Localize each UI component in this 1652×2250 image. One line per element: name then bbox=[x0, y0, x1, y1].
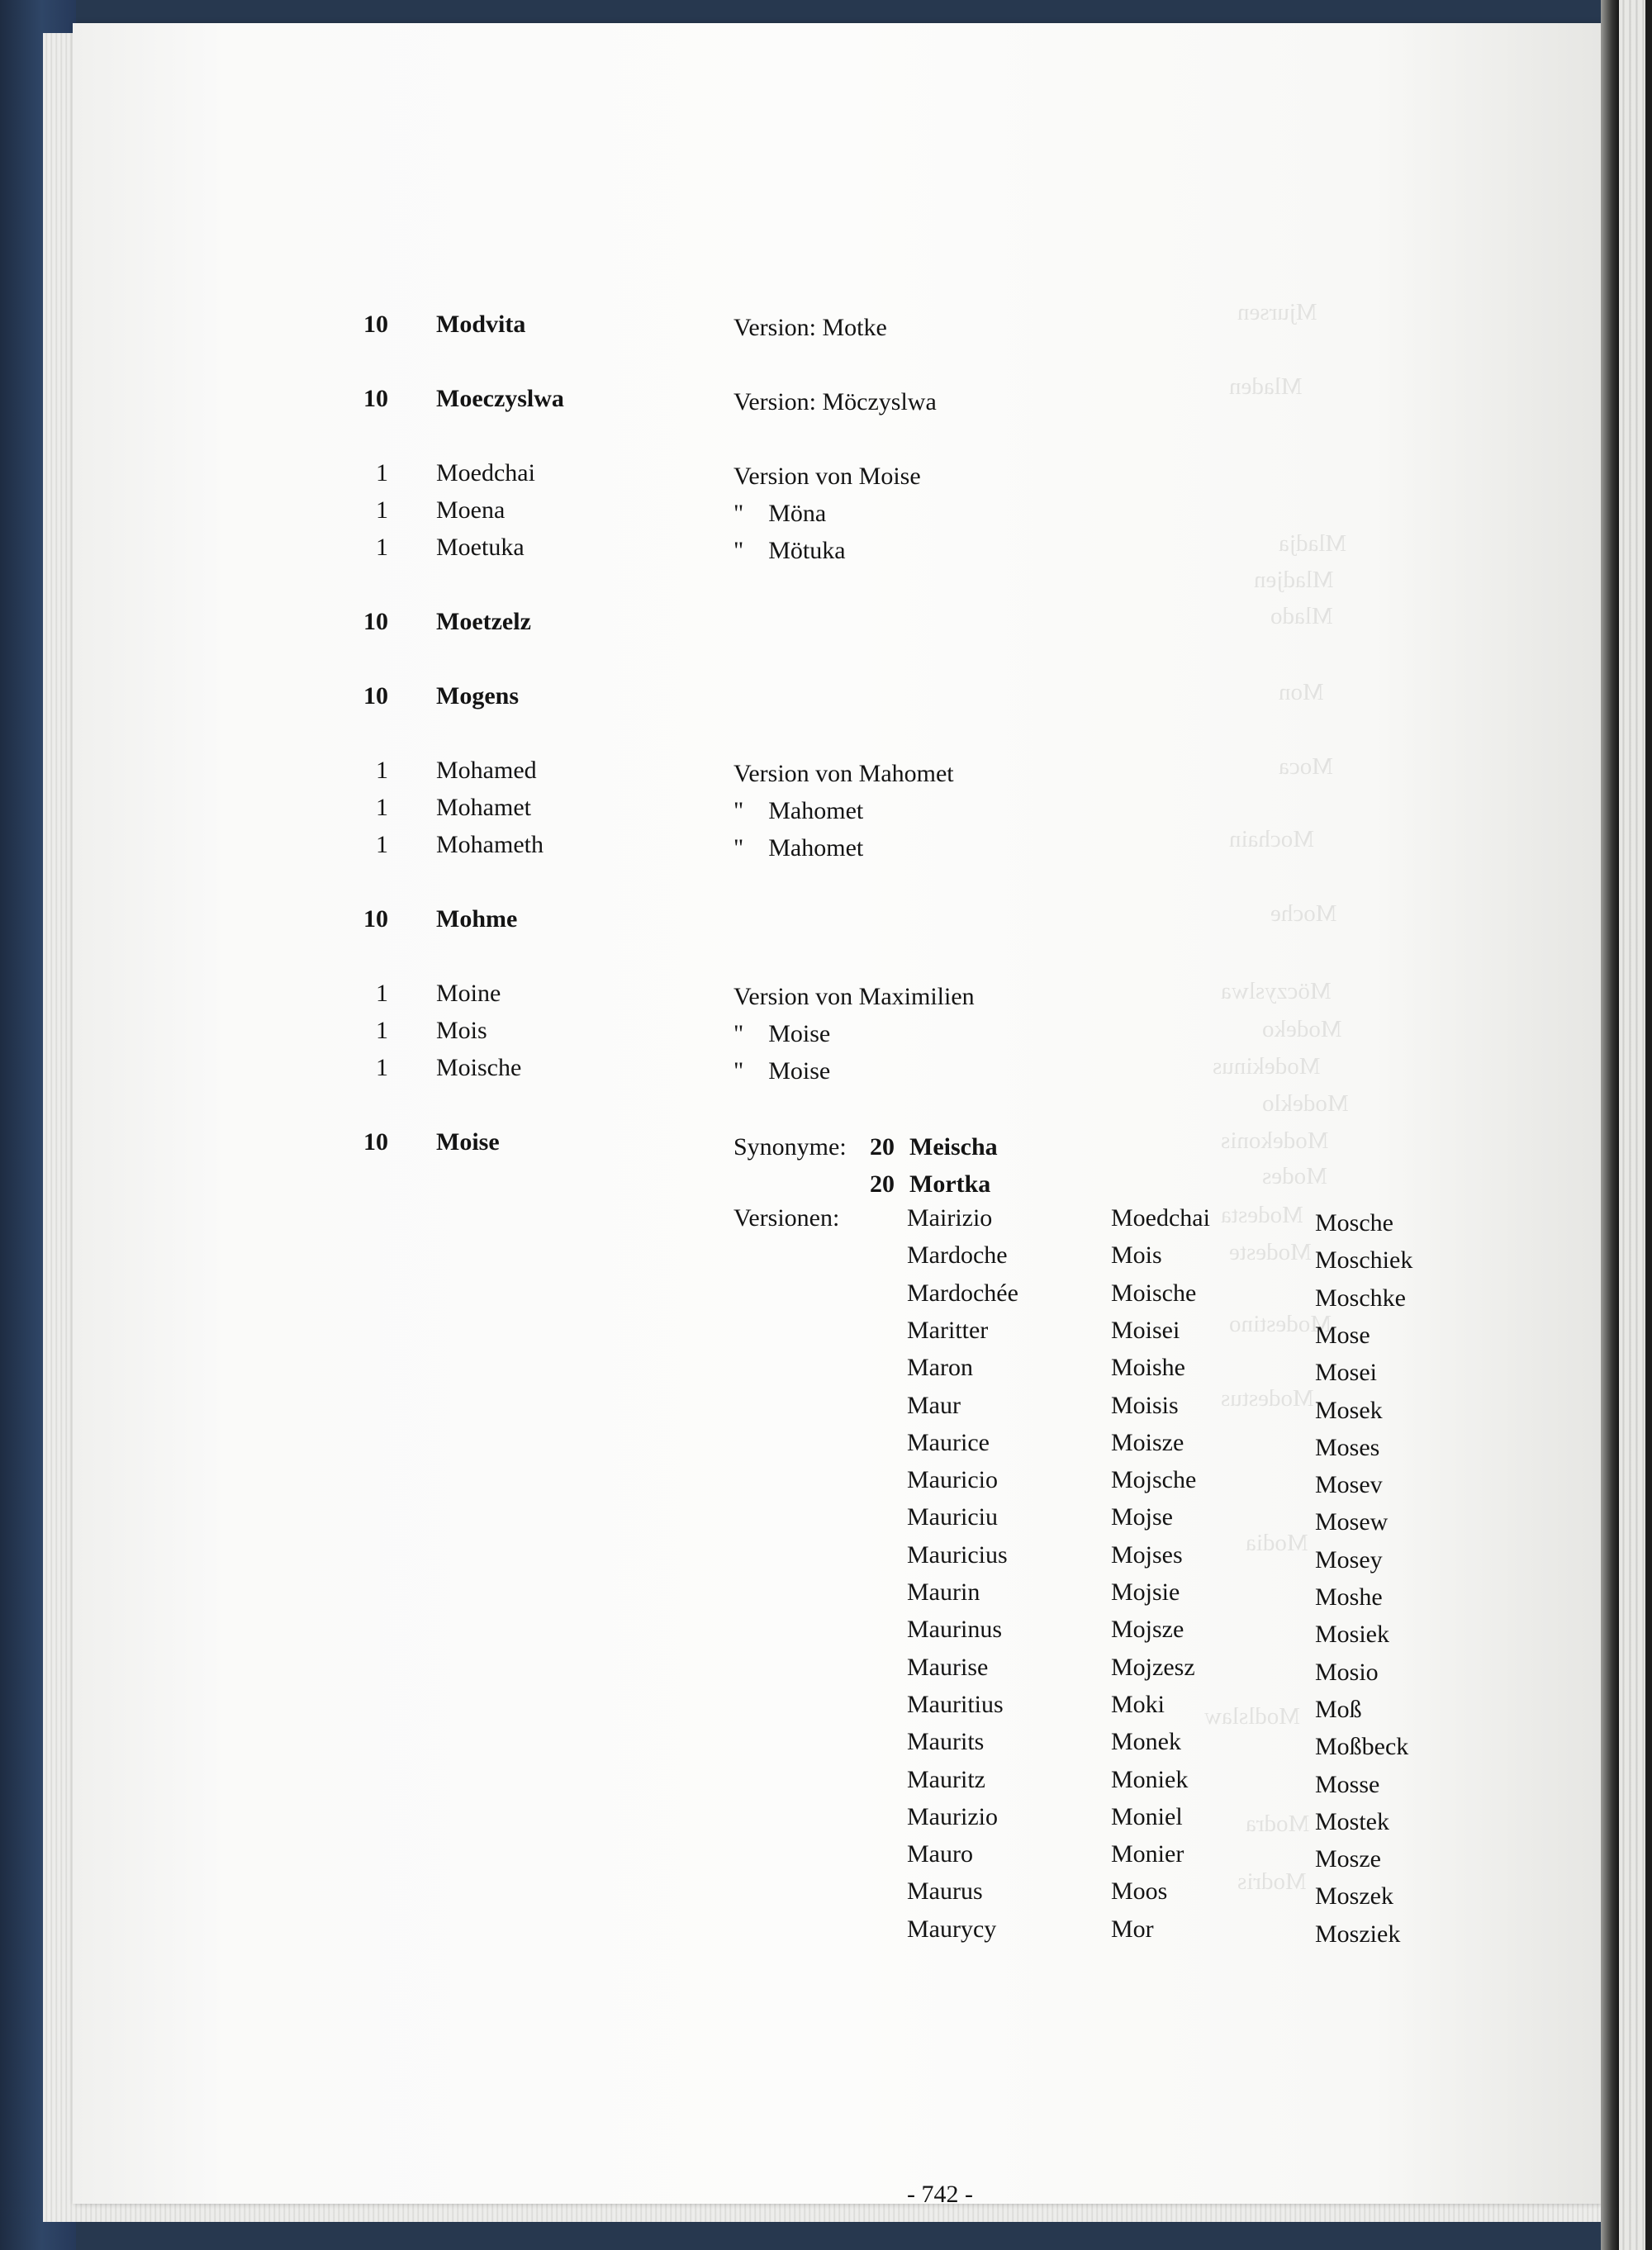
version-name: Mosev bbox=[1315, 1471, 1383, 1499]
synonym-name: Mortka bbox=[909, 1170, 991, 1198]
version-name: Mosiek bbox=[1315, 1621, 1389, 1649]
bleed-through-text: Mon bbox=[1279, 679, 1324, 705]
book-cover-right-edge bbox=[1645, 0, 1652, 2250]
entry-note: " Mahomet bbox=[733, 834, 864, 862]
entry-note: " Mötuka bbox=[733, 537, 846, 564]
synonym-name: Meischa bbox=[909, 1133, 998, 1161]
version-name: Mairizio bbox=[907, 1204, 993, 1232]
entry-name: Mogens bbox=[436, 682, 519, 710]
version-name: Mosek bbox=[1315, 1396, 1383, 1424]
version-name: Mojses bbox=[1111, 1540, 1183, 1569]
version-name: Maurits bbox=[907, 1728, 985, 1756]
version-name: Mauricio bbox=[907, 1466, 998, 1494]
page-number: - 742 - bbox=[907, 2181, 973, 2208]
version-name: Mardoche bbox=[907, 1241, 1008, 1270]
entry-code: 10 bbox=[363, 905, 388, 933]
version-name: Moß bbox=[1315, 1695, 1362, 1723]
version-name: Moishe bbox=[1111, 1354, 1185, 1382]
entry-code: 1 bbox=[376, 980, 388, 1007]
version-name: Mauro bbox=[907, 1840, 973, 1868]
entry-name: Modvita bbox=[436, 311, 526, 338]
entry-note: " Moise bbox=[733, 1020, 831, 1047]
bleed-through-text: Mladen bbox=[1229, 373, 1303, 400]
entry-code: 1 bbox=[376, 757, 388, 784]
bleed-through-text: Modestino bbox=[1229, 1311, 1332, 1337]
versionen-label: Versionen: bbox=[733, 1204, 840, 1232]
version-name: Mosio bbox=[1315, 1658, 1379, 1686]
version-name: Mosche bbox=[1315, 1209, 1393, 1237]
version-name: Maurizio bbox=[907, 1802, 998, 1830]
version-name: Moszek bbox=[1315, 1882, 1393, 1911]
synonym-code: 20 bbox=[870, 1133, 895, 1161]
entry-note: " Möna bbox=[733, 500, 827, 527]
bleed-through-text: Modestus bbox=[1221, 1385, 1314, 1412]
version-name: Moisei bbox=[1111, 1316, 1180, 1344]
version-name: Mosei bbox=[1315, 1359, 1377, 1387]
bleed-through-text: Mladjen bbox=[1254, 567, 1334, 593]
entry-name: Mohamed bbox=[436, 757, 537, 784]
version-name: Moniek bbox=[1111, 1765, 1189, 1793]
entry-note: Version: Möczyslwa bbox=[733, 388, 937, 415]
bleed-through-text: Modeko bbox=[1262, 1016, 1342, 1042]
bleed-through-text: Moche bbox=[1270, 900, 1337, 927]
bleed-through-text: Modeklo bbox=[1262, 1090, 1349, 1117]
entry-code: 1 bbox=[376, 534, 388, 561]
entry-name: Moetuka bbox=[436, 534, 525, 561]
bleed-through-text: Modra bbox=[1246, 1811, 1310, 1837]
entry-name: Mohameth bbox=[436, 831, 544, 858]
version-name: Moschke bbox=[1315, 1284, 1406, 1312]
version-name: Mojse bbox=[1111, 1503, 1173, 1531]
bleed-through-text: Modlslaw bbox=[1204, 1703, 1300, 1730]
version-name: Moki bbox=[1111, 1690, 1165, 1718]
bleed-through-text: Möczyslwa bbox=[1221, 978, 1332, 1004]
entry-name: Moeczyslwa bbox=[436, 385, 564, 412]
bleed-through-text: Modekonis bbox=[1221, 1127, 1329, 1154]
version-name: Moschiek bbox=[1315, 1246, 1413, 1275]
entry-name: Mohamet bbox=[436, 794, 531, 821]
version-name: Mosse bbox=[1315, 1770, 1380, 1798]
entry-name: Moetzelz bbox=[436, 608, 531, 635]
version-name: Moses bbox=[1315, 1433, 1380, 1461]
version-name: Moniel bbox=[1111, 1802, 1183, 1830]
version-name: Monek bbox=[1111, 1728, 1181, 1756]
version-name: Mojsche bbox=[1111, 1466, 1197, 1494]
version-name: Mosze bbox=[1315, 1845, 1381, 1873]
version-name: Moische bbox=[1111, 1279, 1197, 1307]
version-name: Moisis bbox=[1111, 1391, 1179, 1419]
entry-code: 1 bbox=[376, 831, 388, 858]
bleed-through-text: Modris bbox=[1237, 1868, 1307, 1895]
version-name: Maurise bbox=[907, 1653, 989, 1681]
entry-name: Moine bbox=[436, 980, 501, 1007]
bleed-through-text: Modesta bbox=[1221, 1202, 1303, 1228]
bleed-through-text: Mochain bbox=[1229, 826, 1315, 852]
entry-name: Mois bbox=[436, 1017, 487, 1044]
entry-code: 1 bbox=[376, 459, 388, 487]
version-name: Moos bbox=[1111, 1877, 1168, 1906]
version-name: Maurycy bbox=[907, 1915, 997, 1943]
entry-code: 1 bbox=[376, 496, 388, 524]
synonyme-label: Synonyme: bbox=[733, 1133, 847, 1161]
bleed-through-text: Mladja bbox=[1279, 530, 1347, 557]
version-name: Mojsze bbox=[1111, 1616, 1184, 1644]
version-name: Mardochée bbox=[907, 1279, 1018, 1307]
version-name: Maritter bbox=[907, 1316, 989, 1344]
version-name: Monier bbox=[1111, 1840, 1184, 1868]
entry-note: Version von Moise bbox=[733, 463, 921, 490]
version-name: Moedchai bbox=[1111, 1204, 1210, 1232]
entry-note: " Moise bbox=[733, 1057, 831, 1085]
entry-name: Moische bbox=[436, 1054, 522, 1081]
entry-code: 10 bbox=[363, 608, 388, 635]
entry-code: 1 bbox=[376, 1017, 388, 1044]
entry-name: Mohme bbox=[436, 905, 518, 933]
entry-name: Moena bbox=[436, 496, 506, 524]
version-name: Mauritz bbox=[907, 1765, 985, 1793]
bleed-through-text: Modia bbox=[1246, 1530, 1308, 1556]
version-name: Moßbeck bbox=[1315, 1733, 1409, 1761]
version-name: Maurus bbox=[907, 1877, 983, 1906]
version-name: Mojzesz bbox=[1111, 1653, 1195, 1681]
version-name: Mosew bbox=[1315, 1508, 1389, 1536]
entry-note: Version: Motke bbox=[733, 314, 887, 341]
entry-code: 10 bbox=[363, 311, 388, 338]
entry-note: Version von Mahomet bbox=[733, 760, 954, 787]
bleed-through-text: Mjursen bbox=[1237, 299, 1317, 325]
version-name: Mosziek bbox=[1315, 1920, 1401, 1948]
entry-code: 10 bbox=[363, 385, 388, 412]
bleed-through-text: Modekinus bbox=[1213, 1053, 1321, 1080]
version-name: Mauriciu bbox=[907, 1503, 998, 1531]
version-name: Maurice bbox=[907, 1428, 990, 1456]
entry-code: 10 bbox=[363, 682, 388, 710]
entry-code: 1 bbox=[376, 794, 388, 821]
version-name: Mor bbox=[1111, 1915, 1154, 1943]
bleed-through-text: Mlado bbox=[1270, 603, 1333, 629]
entry-code: 1 bbox=[376, 1054, 388, 1081]
bleed-through-text: Moca bbox=[1279, 753, 1334, 780]
version-name: Mose bbox=[1315, 1321, 1370, 1349]
version-name: Mauricius bbox=[907, 1540, 1008, 1569]
synonym-code: 20 bbox=[870, 1170, 895, 1198]
entry-code: 10 bbox=[363, 1128, 388, 1156]
version-name: Mostek bbox=[1315, 1807, 1389, 1835]
version-name: Mauritius bbox=[907, 1690, 1004, 1718]
entry-name: Moedchai bbox=[436, 459, 535, 487]
version-name: Maur bbox=[907, 1391, 961, 1419]
version-name: Mosey bbox=[1315, 1545, 1383, 1574]
version-name: Moisze bbox=[1111, 1428, 1184, 1456]
version-name: Mois bbox=[1111, 1241, 1162, 1270]
entry-name: Moise bbox=[436, 1128, 500, 1156]
version-name: Mojsie bbox=[1111, 1578, 1180, 1606]
bleed-through-text: Modes bbox=[1262, 1163, 1327, 1189]
version-name: Maurin bbox=[907, 1578, 980, 1606]
version-name: Maurinus bbox=[907, 1616, 1002, 1644]
version-name: Maron bbox=[907, 1354, 973, 1382]
bleed-through-text: Modeste bbox=[1229, 1239, 1312, 1265]
entry-note: Version von Maximilien bbox=[733, 983, 975, 1010]
book-binding bbox=[1601, 0, 1619, 2250]
book-page bbox=[73, 23, 1601, 2208]
entry-note: " Mahomet bbox=[733, 797, 864, 824]
version-name: Moshe bbox=[1315, 1583, 1383, 1611]
